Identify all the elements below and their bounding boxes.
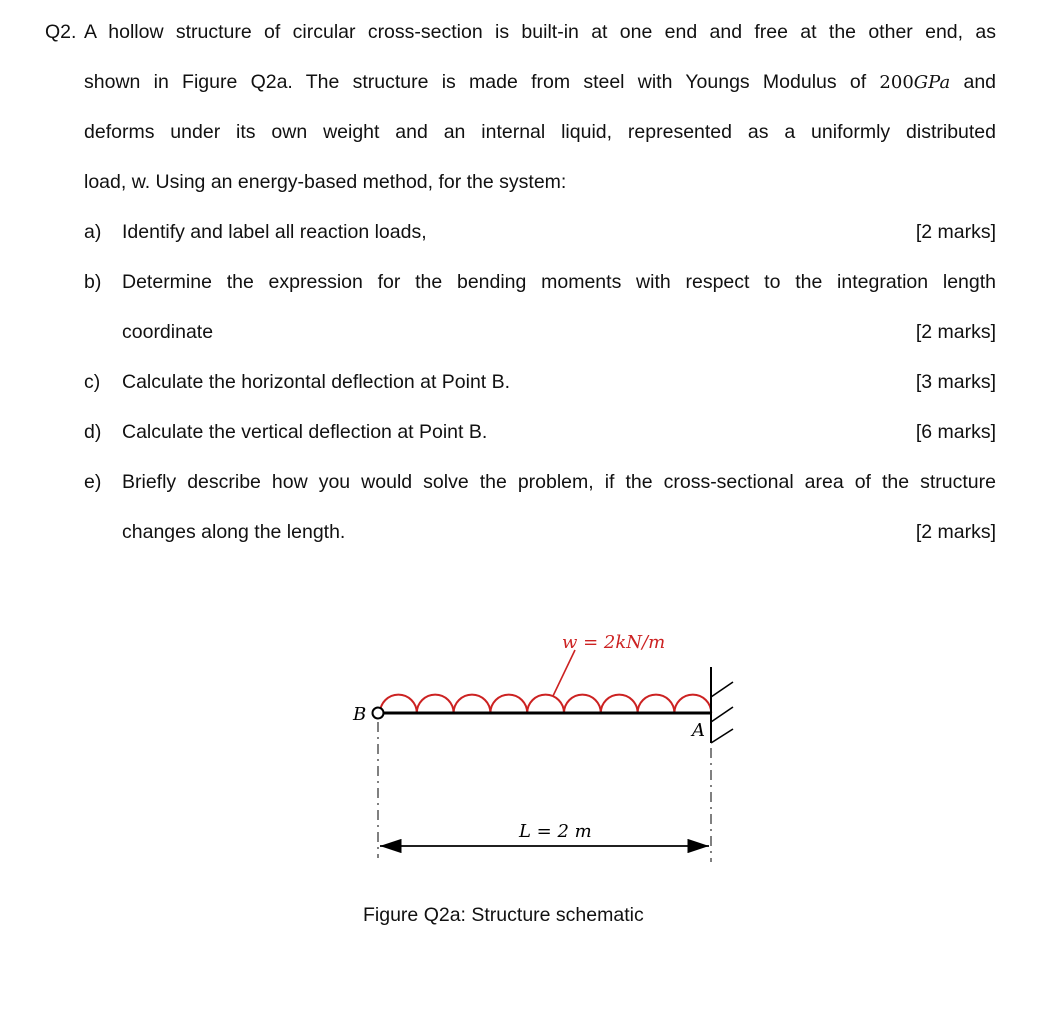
load-leader-line (553, 650, 575, 696)
part-marks: [2 marks] (915, 321, 996, 343)
intro-line-1: A hollow structure of circular cross-section is built-in at one end and free at the other end, as (84, 21, 996, 43)
part-letter: a) (84, 221, 102, 243)
point-b-node (373, 708, 384, 719)
part-text-continued: coordinate (122, 321, 214, 343)
intro-line-2-text: shown in Figure Q2a. The structure is made from steel with Youngs Modulus of (84, 71, 867, 93)
part-letter: e) (84, 471, 102, 493)
part-marks: [2 marks] (915, 521, 996, 543)
wall-hatch (711, 707, 733, 722)
point-a-label: A (692, 720, 705, 741)
wall-hatch (711, 682, 733, 697)
part-text: Calculate the horizontal deflection at Point B. (122, 371, 511, 393)
part-letter: c) (84, 371, 101, 393)
load-label: w = 2kN/m (562, 632, 666, 653)
distributed-load (380, 695, 711, 713)
intro-line-4: load, w. Using an energy-based method, for the system: (84, 171, 567, 193)
part-letter: b) (84, 271, 102, 293)
part-letter: d) (84, 421, 102, 443)
question-number: Q2. (45, 21, 77, 43)
length-label: L = 2 m (519, 821, 592, 842)
figure-caption: Figure Q2a: Structure schematic (363, 904, 644, 926)
part-text: Calculate the vertical deflection at Point B. (122, 421, 488, 443)
intro-line-2-end: and (963, 71, 997, 93)
intro-line-3: deforms under its own weight and an internal liquid, represented as a uniformly distributed (84, 121, 996, 143)
part-text-continued: changes along the length. (122, 521, 346, 543)
part-marks: [2 marks] (915, 221, 996, 243)
modulus-value: 200GPa (879, 72, 951, 93)
point-b-label: B (353, 704, 367, 725)
part-marks: [3 marks] (915, 371, 996, 393)
part-text: Identify and label all reaction loads, (122, 221, 427, 243)
part-marks: [6 marks] (915, 421, 996, 443)
wall-hatch (711, 729, 733, 743)
part-text: Determine the expression for the bending moments with respect to the integration length (122, 271, 996, 293)
part-text: Briefly describe how you would solve the problem, if the cross-sectional area of the structure (122, 471, 996, 493)
